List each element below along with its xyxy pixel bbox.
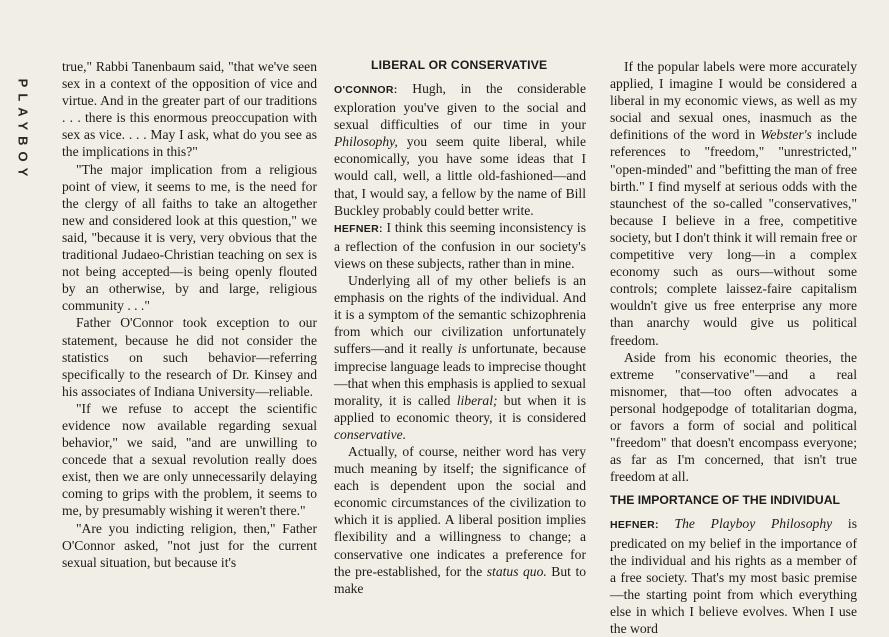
paragraph: "Are you indicting religion, then," Father O'Connor asked, "not just for the current sexual situation, but because it's (62, 520, 317, 570)
text-run: but when it is applied to economic theory, it is considered (334, 392, 586, 425)
paragraph (334, 219, 586, 272)
emphasis: status quo. (486, 563, 547, 579)
emphasis: Webster's (760, 127, 812, 143)
speaker-label: HEFNER: (610, 519, 659, 532)
column-left (62, 58, 317, 571)
text-run: But to make (334, 563, 587, 596)
paragraph (610, 58, 857, 349)
masthead (11, 60, 35, 200)
section-heading-liberal-or-conservative: LIBERAL OR CONSERVATIVE (371, 58, 548, 72)
text-run: Underlying all of my other beliefs is an emphasis on the rights of the individual. And it is a symptom of the semantic schizophrenia from which our civilization unfortunately suffers—and it really (334, 273, 586, 357)
speaker-label: O'CONNOR: (334, 84, 398, 96)
text-run: is predicated on my belief in the importance of the individual and his rights as a member of a free society. That's my most basic premise—the starting point from which everything else in which I believe evolves. When I use the word (610, 516, 857, 636)
text-run (659, 516, 675, 531)
paragraph: true," Rabbi Tanenbaum said, "that we've seen sex in a context of the opposition of vice and virtue. And in the greater part of our traditions . . . there is this enormous preoccupation with sex as vice. . . . May I ask, what do you see as the implications in this?" (62, 59, 317, 160)
emphasis: The Playboy Philosophy (674, 516, 833, 532)
text-run: unfortunate, because imprecise language leads to imprecise thought—that when this emphasis is applied to sexual morality, it is called (334, 341, 586, 408)
text-run: If the popular labels were more accurately applied, I imagine I would be considered a liberal in my economic views, as well as my social and sexual ones, inasmuch as the definitions of the word in (610, 59, 857, 143)
paragraph (334, 80, 586, 219)
emphasis: Philosophy, (334, 134, 398, 150)
paragraph (610, 515, 857, 637)
text-run: Actually, of course, neither word has very much meaning by itself; the significance of each is dependent upon the social and economic circumstances of the civilization to which it is applied. A liberal position implies flexibility and a willingness to change; a conservative one indicates a preference for the pre-established, for the (334, 443, 586, 579)
paragraph: Aside from his economic theories, the extreme "conservative"—and a real misnomer, that—too often advocates a personal hodgepodge of totalitarian dogma, or favors a form of social and political "freedom" that doesn't encompass everyone; as far as I'm concerned, that isn't true freedom at all. (610, 349, 857, 485)
text-run: Hugh, in the considerable exploration you've given to the social and sexual difficulties of our time in your (334, 81, 586, 133)
emphasis: is (457, 341, 467, 357)
emphasis: liberal; (456, 392, 498, 408)
text-run: you seem quite liberal, while economically, you have some ideas that I would call, well, a little old-fashioned—and that, I would say, a fellow by the name of Bill Buckley probably could better write. (334, 134, 586, 218)
masthead-text: PLAYBOY (15, 78, 31, 182)
text-run: I think this seeming inconsistency is a reflection of the confusion in our society's views on these subjects, rather than in mine. (334, 219, 586, 271)
paragraph: Father O'Connor took exception to our statement, because he did not consider the statistics on such behavior—referring specifically to the research of Dr. Kinsey and his associates of Indiana University—reliable. (62, 315, 317, 399)
column-middle (334, 80, 586, 597)
emphasis: conservative. (334, 426, 407, 442)
paragraph: "The major implication from a religious point of view, it seems to me, is the need for the clergy of all faiths to take an altogether new and considered look at this question," we said, "because it is very, very obvious that the traditional Judaeo-Christian teaching on sex is not being accepted—is being openly flouted by an otherwise, by and large, religious community . . ." (62, 161, 317, 314)
column-right (610, 58, 857, 637)
section-heading-importance-of-individual: THE IMPORTANCE OF THE INDIVIDUAL (610, 493, 840, 508)
speaker-label: HEFNER: (334, 222, 383, 235)
paragraph (334, 272, 586, 443)
text-run: include references to "freedom," "unrestricted," "open-minded" and "befitting the man of free birth." I find myself at serious odds with the staunchest of the so-called "conservatives," because I believe in a free, competitive society, but I don't think it will remain free or competitive very long—in a complex economy such as ours—without some controls; complete laissez-faire capitalism wouldn't give us free enterprise any more than anarchy would give us political freedom. (610, 127, 857, 348)
paragraph: "If we refuse to accept the scientific evidence now available regarding sexual behavior," we said, "and are unwilling to concede that a sexual revolution really does exist, then we are only unnecessarily delaying coming to grips with the problem, it seems to me, by presumably wishing it weren't there." (62, 400, 317, 519)
paragraph (334, 443, 586, 597)
